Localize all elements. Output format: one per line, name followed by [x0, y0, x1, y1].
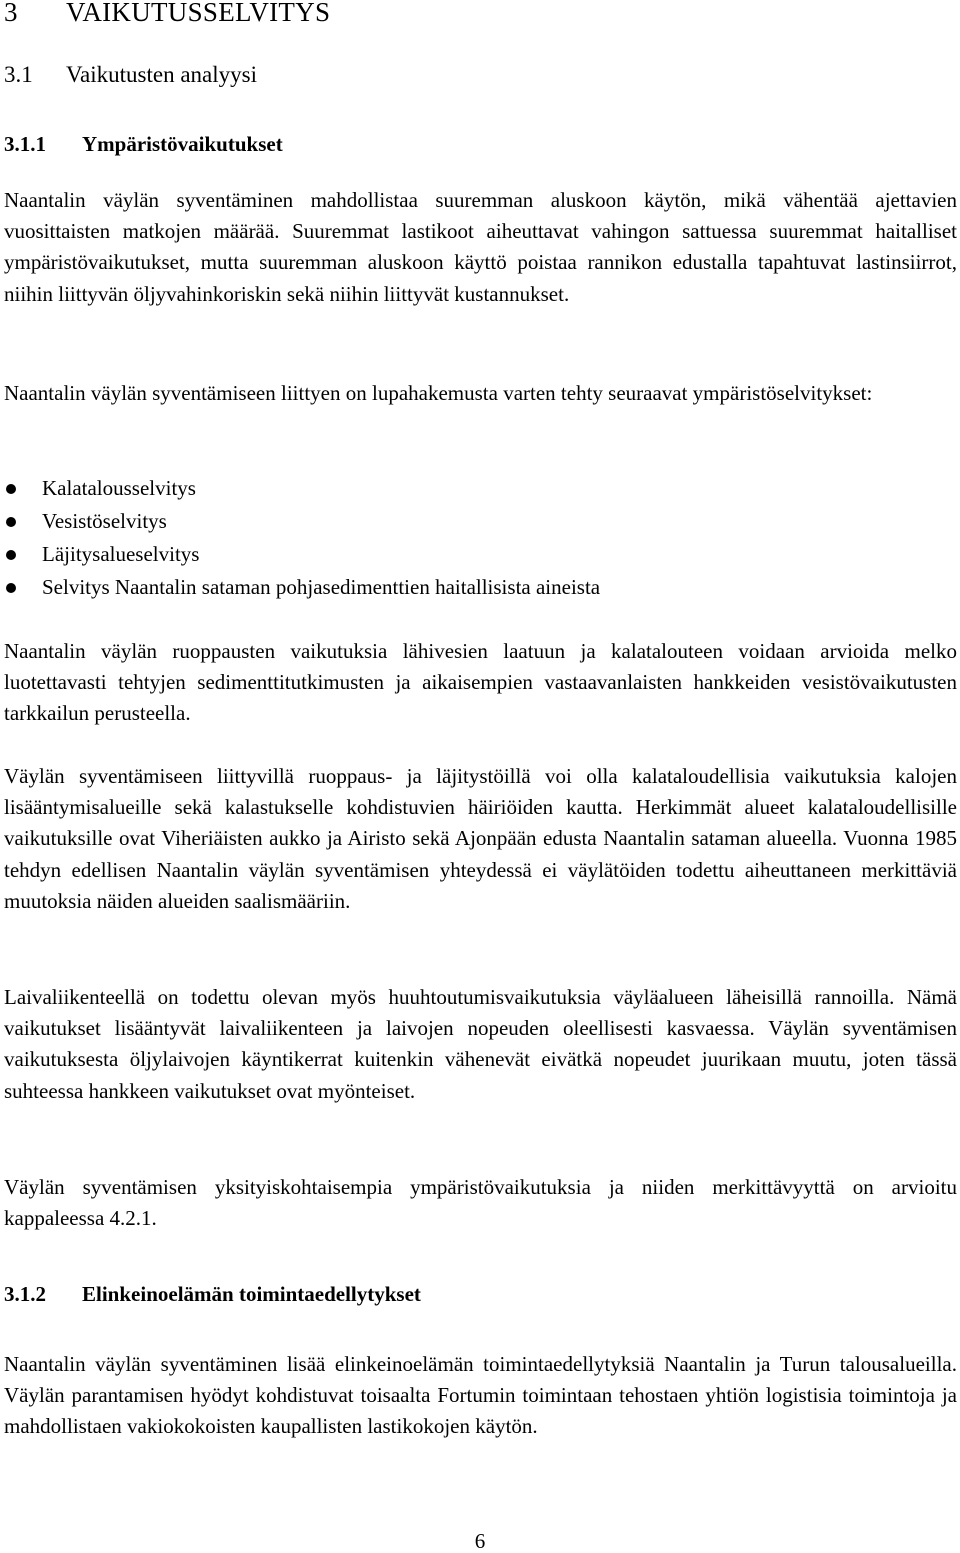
chapter-title: VAIKUTUSSELVITYS: [66, 0, 331, 27]
paragraph: Naantalin väylän ruoppausten vaikutuksia lähivesien laatuun ja kalatalouteen voidaan arvioida melko luotettavasti tehtyjen sedimenttitutkimusten ja aikaisempien vastaavanlaisten hankkeiden vesistövaikutusten tarkkailun perusteella.: [4, 639, 957, 726]
subsection-heading-environment: [4, 130, 283, 158]
page-number: 6: [474, 1529, 486, 1553]
paragraph: Väylän syventämiseen liittyvillä ruoppaus- ja läjitystöillä voi olla kalataloudellisia vaikutuksia kalojen lisääntymisalueille sekä kalastukselle kohdistuvien häiriöiden kautta. Herkimmät alueet kalataloudellisille vaikutuksille ovat Viheriäisten aukko ja Airisto sekä Ajonpään edusta Naantalin sataman alueella. Vuonna 1985 tehdyn edellisen Naantalin väylän syventämisen yhteydessä ei väylätöiden todettu aiheuttaneen merkittäviä muutoksia näiden alueiden saalismääriin.: [4, 764, 957, 913]
subsection-title: Ympäristövaikutukset: [82, 132, 283, 156]
chapter-number: 3: [4, 0, 18, 27]
bullet-icon: [6, 583, 16, 593]
section-heading: [4, 60, 257, 90]
list-item-text: Läjitysalueselvitys: [42, 542, 200, 566]
chapter-heading: [4, 0, 330, 29]
list-item-text: Kalatalousselvitys: [42, 476, 196, 500]
paragraph: Naantalin väylän syventämiseen liittyen on lupahakemusta varten tehty seuraavat ympäristöselvitykset:: [4, 381, 873, 405]
subsection-heading-business: [4, 1280, 421, 1308]
paragraph: Väylän syventämisen yksityiskohtaisempia ympäristövaikutuksia ja niiden merkittävyyttä on arvioitu kappaleessa 4.2.1.: [4, 1175, 957, 1231]
paragraph: Naantalin väylän syventäminen mahdollistaa suuremman aluskoon käytön, mikä vähentää ajettavien vuosittaisten matkojen määrää. Suuremmat lastikoot aiheuttavat vahingon sattuessa suuremmat haitalliset ympäristövaikutukset, mutta suuremman aluskoon käyttö poistaa rannikon edustalla tapahtuvat lastinsiirrot, niihin liittyvän öljyvahinkoriskin sekä niihin liittyvät kustannukset.: [4, 188, 957, 306]
list-item-text: Vesistöselvitys: [42, 509, 167, 533]
paragraph: Naantalin väylän syventäminen lisää elinkeinoelämän toimintaedellytyksiä Naantalin ja Turun talousalueilla. Väylän parantamisen hyödyt kohdistuvat toisaalta Fortumin toimintaan tehostaen yhtiön logistisia toimintoja ja mahdollistaen vakiokokoisten kaupallisten lastikokojen käytön.: [4, 1352, 957, 1439]
bullet-icon: [6, 550, 16, 560]
list-item: [4, 473, 600, 506]
bullet-icon: [6, 484, 16, 494]
list-item: [4, 539, 600, 572]
list-item-text: Selvitys Naantalin sataman pohjasedimenttien haitallisista aineista: [42, 575, 601, 599]
subsection-number: 3.1.2: [4, 1282, 46, 1306]
bullet-list: [4, 473, 600, 605]
list-item: [4, 572, 600, 605]
section-number: 3.1: [4, 62, 33, 87]
subsection-number: 3.1.1: [4, 132, 46, 156]
paragraph: Laivaliikenteellä on todettu olevan myös huuhtoutumisvaikutuksia väyläalueen läheisillä rannoilla. Nämä vaikutukset lisääntyvät laivaliikenteen ja laivojen nopeuden oleellisesti kasvaessa. Väylän syventämisen vaikutuksesta öljylaivojen käyntikerrat kuitenkin vähenevät eivätkä nopeudet juurikaan muutu, joten tässä suhteessa hankkeen vaikutukset ovat myönteiset.: [4, 985, 957, 1103]
list-item: [4, 506, 600, 539]
bullet-icon: [6, 517, 16, 527]
section-title: Vaikutusten analyysi: [66, 62, 257, 87]
subsection-title: Elinkeinoelämän toimintaedellytykset: [82, 1282, 421, 1306]
